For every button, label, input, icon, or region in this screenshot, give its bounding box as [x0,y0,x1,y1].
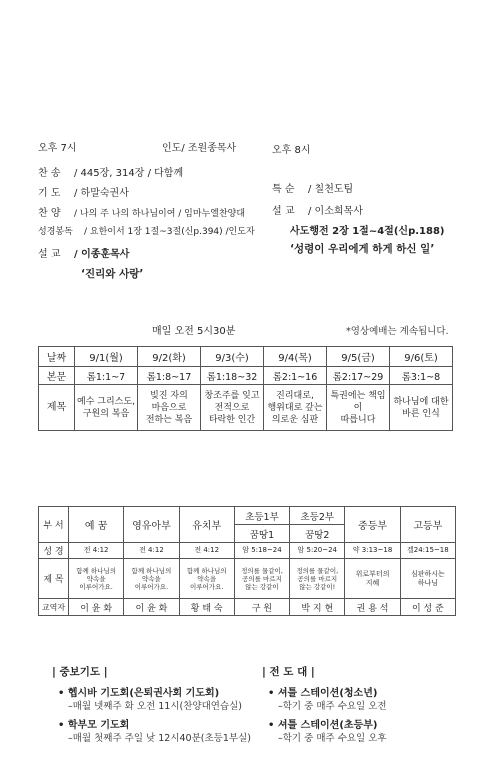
teacher-cell: 권 용 석 [345,599,400,616]
bible-cell: 전 4:12 [124,543,179,559]
topic-line: 타락한 인간 [208,414,256,425]
header-cell: 부 서 [39,507,69,543]
header-cell: 9/3(수) [201,347,264,367]
prayer-item-note: –매월 넷째주 화 오전 11시(찬양대연습실) [68,701,242,712]
table-row [39,543,456,559]
bible-cell: 암 5:18~24 [234,543,289,559]
title-line: 위로부터의 [355,569,390,578]
evening8-time: 오후 8시 [272,145,311,156]
title-line: 정의를 물같이, [241,566,283,575]
row-value: / 요한이서 1장 1절~3절(신p.394) /인도자 [84,227,255,237]
prayer-item-note: –매월 첫째주 주일 낮 12시40분(초등1부실) [68,733,251,744]
evening7-time: 오후 7시 [38,143,77,154]
passage-cell: 롬1:1~7 [75,367,138,385]
evening7-row [38,184,129,199]
topic-line: 하나님에 대한 [393,396,449,407]
topic-line: 바른 인식 [402,408,440,419]
evening7-row [38,224,255,237]
dawn-table [38,346,453,431]
teacher-cell: 이 윤 화 [69,599,124,616]
title-line: 약속을 [142,574,161,583]
row-label: 기 도 [38,188,61,199]
bible-cell: 전 4:12 [69,543,124,559]
topic-line: 마음으로 [151,402,187,413]
mission-item-name: • 셔틀 스테이션(청소년) [268,688,378,699]
table-row [39,507,456,525]
topic-line: 예수 그리스도, [77,396,135,407]
teacher-cell: 황 태 숙 [179,599,234,616]
title-line: 함께 하나님의 [131,566,172,575]
row-label: 설 교 [38,249,61,260]
title-line: 함께 하나님의 [186,566,227,575]
header-cell: 중등부 [345,507,400,543]
header-cell: 날짜 [39,347,75,367]
evening7-row [38,245,129,260]
row-value: / 나의 주 나의 하나님이여 / 임마누엘찬양대 [74,209,246,219]
subheader-cell: 꿈땅2 [290,525,345,543]
table-row [39,347,453,367]
passage-cell: 롬2:17~29 [327,367,390,385]
row-label: 설 교 [272,206,295,217]
topic-line: 창조주를 잊고 [204,390,260,401]
passage-cell: 롬3:1~8 [390,367,453,385]
topic-line: 구원의 복음 [82,408,130,419]
topic-line: 빚진 자의 [150,390,188,401]
header-cell: 예 꿈 [69,507,124,543]
bible-cell: 암 5:20~24 [290,543,345,559]
title-line: 않는 강같이 [245,582,279,591]
topic-line: 진리대로, [276,390,314,401]
topic-cell [138,385,201,431]
topic-line: 행위대로 갚는 [267,402,323,413]
title-line: 약속을 [197,574,217,583]
title-cell [179,559,234,599]
bible-cell: 전 4:12 [179,543,234,559]
passage-cell: 롬2:1~16 [264,367,327,385]
title-cell [290,559,345,599]
header-cell: 9/5(금) [327,347,390,367]
evening7-sermon-title: ‘진리와 사랑’ [81,268,144,280]
title-cell [400,559,455,599]
title-line: 공의를 마르지 [242,574,282,583]
row-header: 본문 [39,367,75,385]
row-header: 교역자 [39,599,69,616]
table-row [39,367,453,385]
row-value: / 칠천도팀 [308,184,354,195]
evening8-sermon-title: ‘성령이 우리에게 하게 하신 일’ [290,243,435,255]
department-table [38,506,456,616]
prayer-item-name: • 헵시바 기도회(은퇴권사회 기도회) [58,688,220,699]
bible-cell: 약 3:13~18 [345,543,400,559]
title-line: 심판하시는 [410,569,445,578]
title-cell [345,559,400,599]
row-label: 성경봉독 [38,227,73,237]
passage-cell: 롬1:8~17 [138,367,201,385]
title-line: 함께 하나님의 [76,566,117,575]
row-label: 찬 송 [38,168,61,179]
teacher-cell: 구 원 [234,599,289,616]
row-value: / 이종훈목사 [74,249,130,260]
row-header: 제목 [39,385,75,431]
teacher-cell: 박 지 현 [290,599,345,616]
header-cell: 9/1(월) [75,347,138,367]
evening8-row [272,180,353,195]
mission-item-note: –학기 중 매주 수요일 오전 [278,701,387,712]
evening7-leader: 인도/ 조원종목사 [162,143,237,154]
header-cell: 9/6(토) [390,347,453,367]
teacher-cell: 이 윤 화 [124,599,179,616]
row-header: 성 경 [39,543,69,559]
mission-item-name: • 셔틀 스테이션(초등부) [268,720,378,731]
prayer-section-title: | 중보기도 | [52,666,108,678]
row-value: / 이소희목사 [308,206,363,217]
topic-cell [75,385,138,431]
title-cell [124,559,179,599]
title-line: 약속을 [86,574,106,583]
evening7-row [38,164,183,179]
row-value: / 하말숙권사 [74,188,129,199]
topic-cell [201,385,264,431]
title-line: 이루어가요. [79,582,113,591]
title-line: 이루어가요. [189,582,224,591]
row-label: 특 순 [272,184,295,195]
topic-line: 의로운 심판 [271,414,319,425]
header-cell: 초등1부 [234,507,289,525]
header-cell: 9/4(목) [264,347,327,367]
table-row [39,599,456,616]
dawn-title: 매일 오전 5시30분 [152,326,236,337]
evening8-scripture: 사도행전 2장 1절~4절(신p.188) [290,226,445,237]
passage-cell: 롬1:18~32 [201,367,264,385]
title-cell [234,559,289,599]
bible-cell: 겔24:15~18 [400,543,455,559]
topic-line: 전적으로 [214,402,250,413]
title-line: 지혜 [365,578,380,587]
evening7-row [38,204,245,219]
topic-line: 따릅니다 [340,414,376,425]
title-line: 정의를 물같이, [296,566,339,575]
title-line: 공의를 마르지 [297,574,338,583]
mission-item-note: –학기 중 매주 수요일 오후 [278,733,387,744]
header-cell: 영유아부 [124,507,179,543]
teacher-cell: 이 성 준 [400,599,455,616]
prayer-item-name: • 학부모 기도회 [58,720,130,731]
topic-cell [390,385,453,431]
dawn-note: *영상예배는 계속됩니다. [346,326,449,337]
title-line: 하나님 [417,578,438,587]
row-header: 제 목 [39,559,69,599]
header-cell: 유치부 [179,507,234,543]
topic-cell [264,385,327,431]
title-line: 않는 강같이! [299,582,336,591]
mission-section-title: | 전 도 대 | [262,666,315,678]
subheader-cell: 꿈땅1 [234,525,289,543]
row-value: / 445장, 314장 / 다함께 [74,168,184,179]
table-row [39,385,453,431]
title-line: 이루어가요. [134,582,169,591]
table-row [39,559,456,599]
header-cell: 9/2(화) [138,347,201,367]
header-cell: 초등2부 [290,507,345,525]
topic-cell [327,385,390,431]
evening8-row [272,202,363,217]
header-cell: 고등부 [400,507,455,543]
topic-line: 특권에는 책임이 [330,390,386,413]
row-label: 찬 양 [38,208,61,219]
title-cell [69,559,124,599]
topic-line: 전하는 복음 [145,414,193,425]
